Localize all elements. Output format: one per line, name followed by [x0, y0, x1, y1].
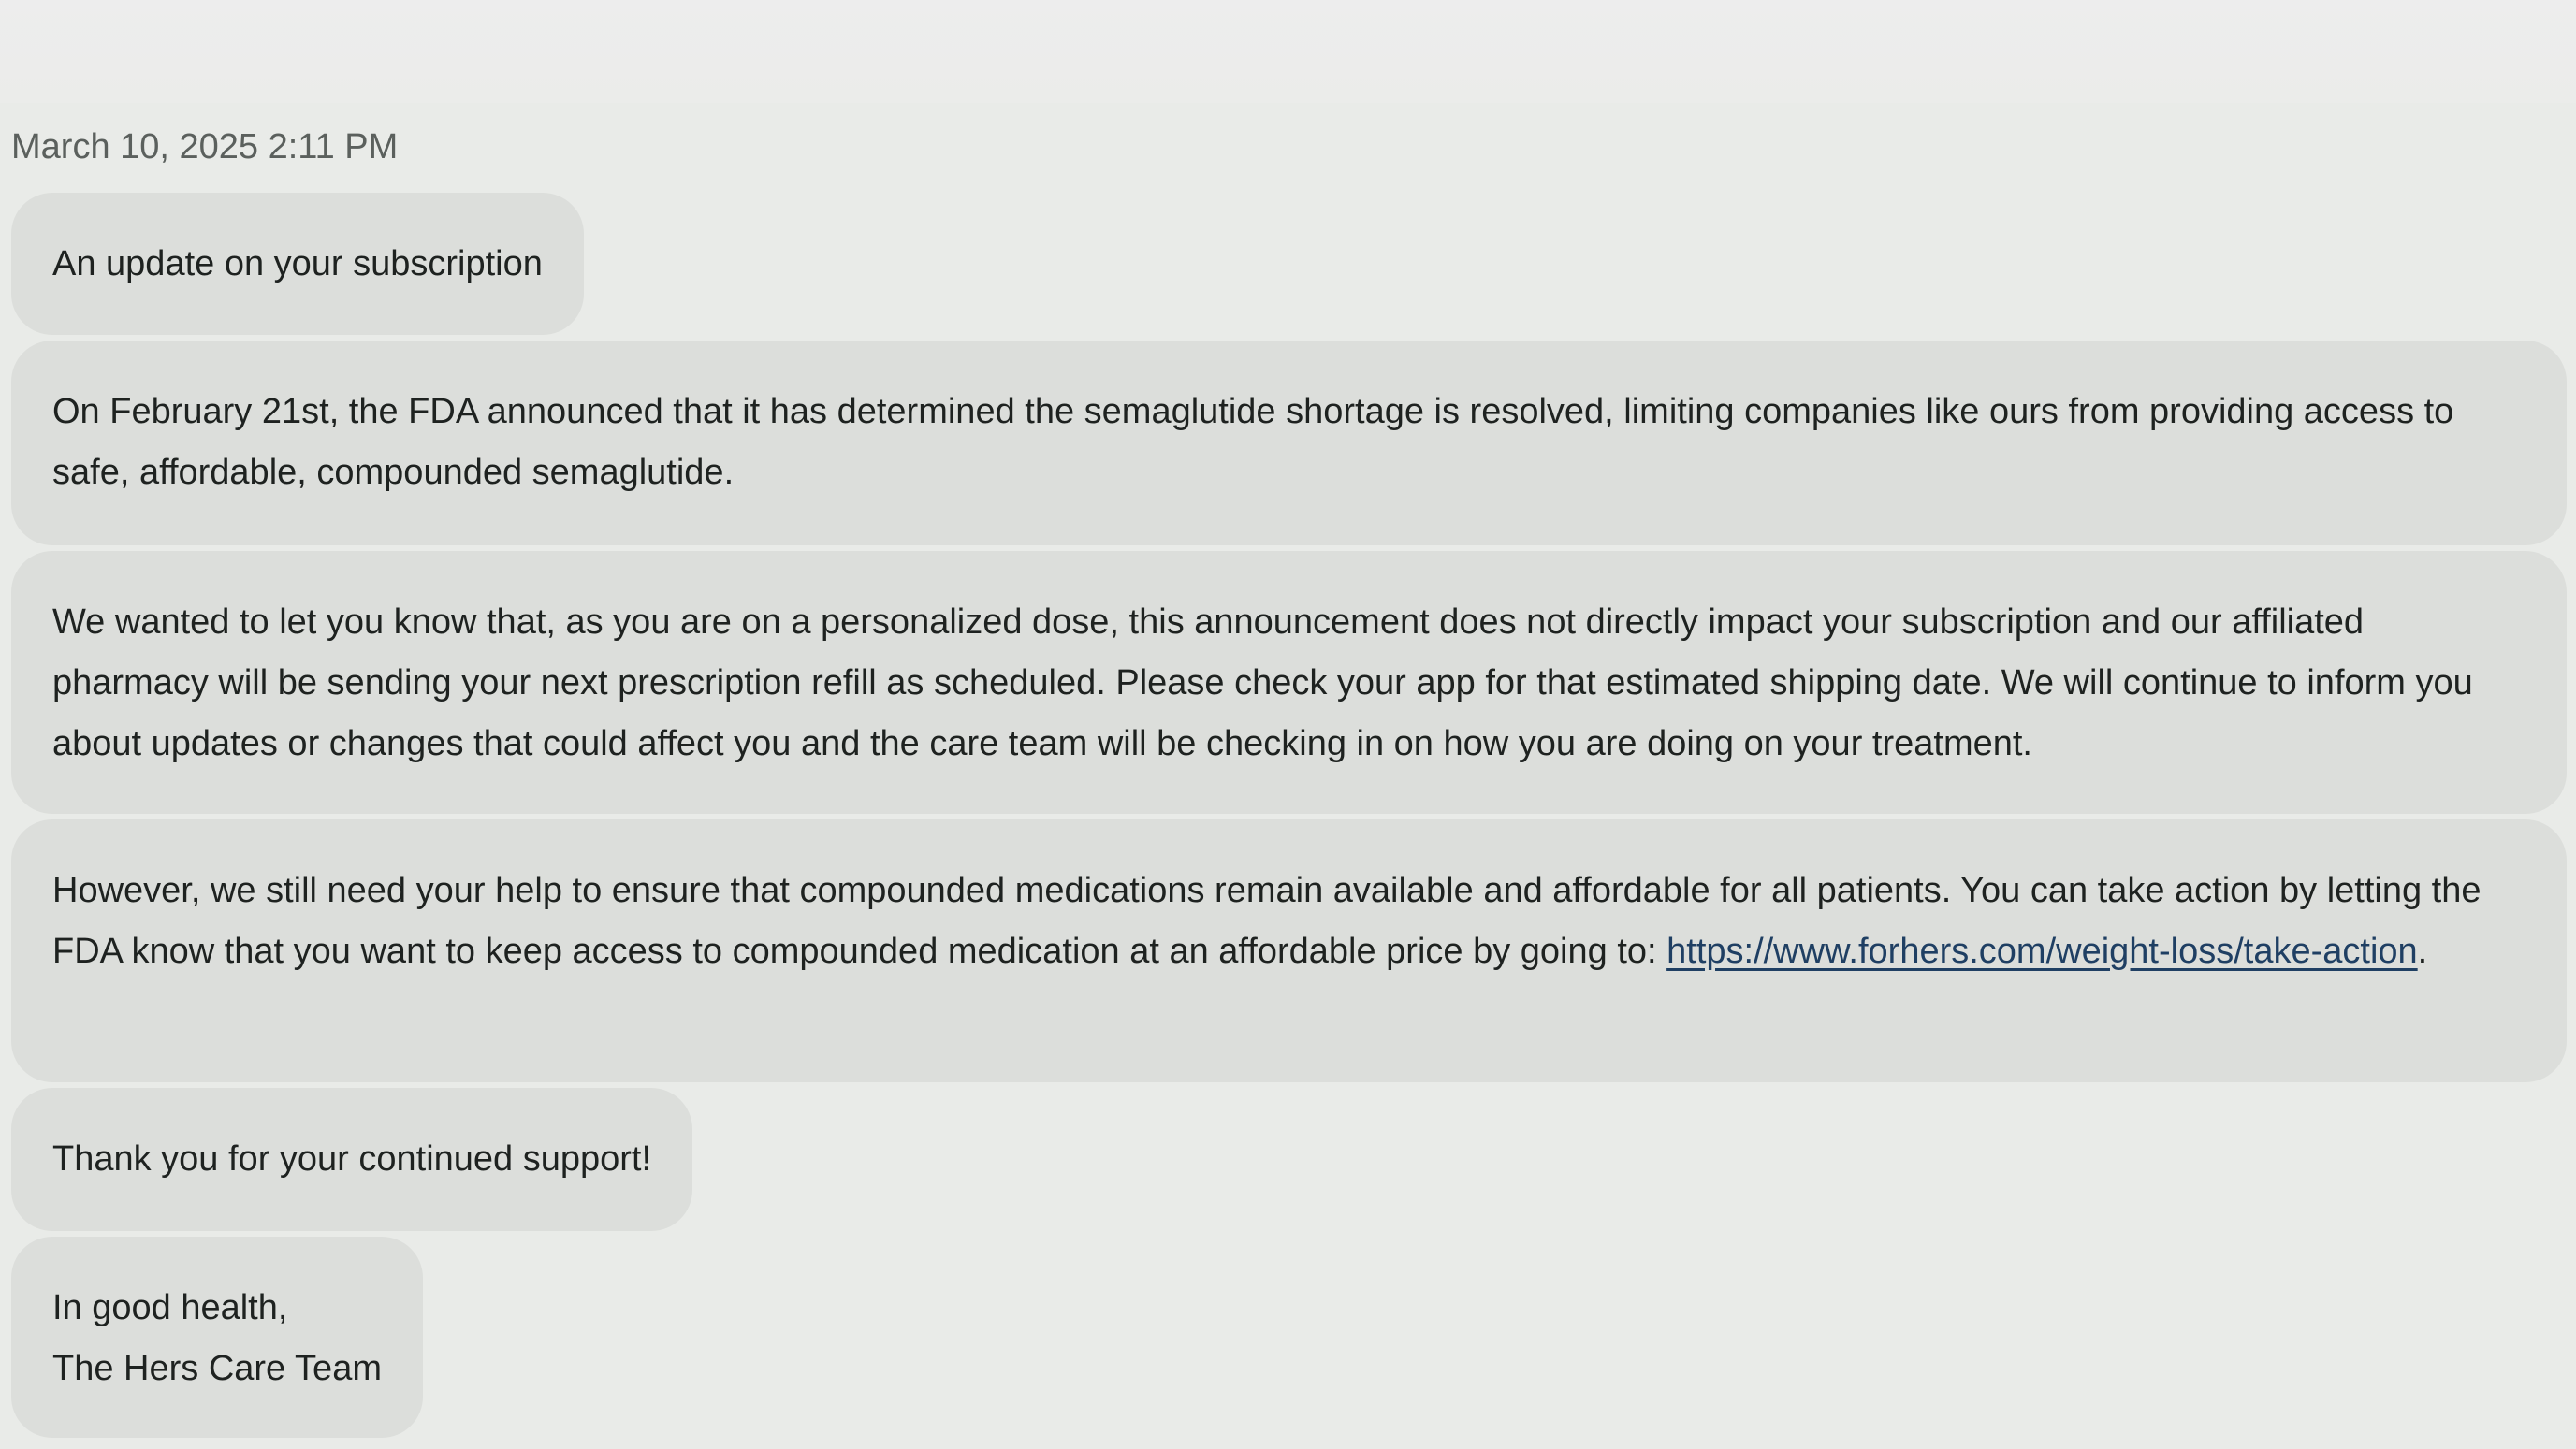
message-timestamp: March 10, 2025 2:11 PM — [11, 127, 399, 167]
message-bubble-thanks — [11, 1088, 692, 1231]
message-text: We wanted to let you know that, as you are on a personalized dose, this announcement does not directly impact your subscription and our affiliated pharmacy will be sending your next prescription refill as scheduled. Please check your app for that estimated shipping date. We will continue to inform you about updates or changes that could affect you and the care team will be checking in on how you are doing on your treatment. — [52, 602, 2473, 763]
message-text-end: . — [2417, 932, 2428, 971]
signature-line-2: The Hers Care Team — [52, 1349, 382, 1388]
take-action-link[interactable]: https://www.forhers.com/weight-loss/take-action — [1666, 932, 2418, 971]
message-bubble-fda-announcement — [11, 341, 2567, 545]
message-bubble-signature — [11, 1237, 423, 1438]
message-text: Thank you for your continued support! — [52, 1139, 652, 1179]
message-bubble-subject — [11, 193, 584, 335]
message-thread — [11, 123, 2567, 1443]
message-text: However, we still need your help to ensure that compounded medications remain available and affordable for all patients. You can take action by letting the FDA know that you want to keep access to compounded medication at an affordable price by going to: — [52, 871, 2481, 971]
message-text: An update on your subscription — [52, 244, 543, 283]
message-bubble-personalized-dose — [11, 551, 2567, 814]
message-text: On February 21st, the FDA announced that it has determined the semaglutide shortage is resolved, limiting companies like ours from providing access to safe, affordable, compounded semaglutide. — [52, 392, 2454, 492]
top-bar — [0, 0, 2576, 103]
signature-line-1: In good health, — [52, 1288, 288, 1327]
message-bubble-take-action — [11, 819, 2567, 1082]
